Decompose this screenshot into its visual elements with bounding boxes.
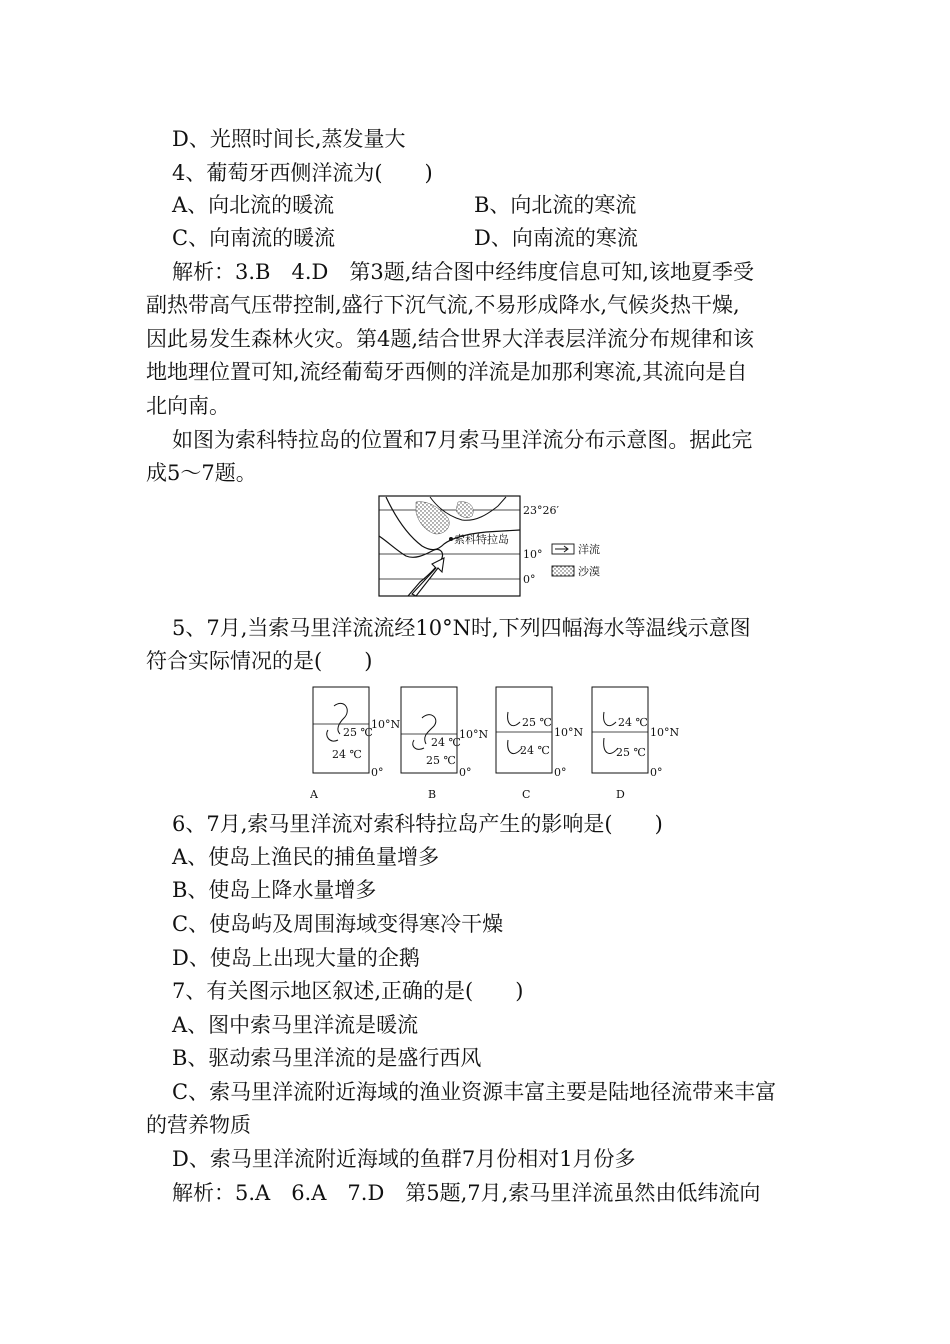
legend-current-label: 洋流 bbox=[578, 543, 600, 556]
island-label: 索科特拉岛 bbox=[454, 533, 509, 546]
map-frame bbox=[379, 496, 520, 596]
panel-b-lat-bottom: 0° bbox=[459, 766, 472, 779]
question-7-option-a: A、图中索马里洋流是暖流 bbox=[172, 1013, 419, 1037]
intro-line-1: 如图为索科特拉岛的位置和7月索马里洋流分布示意图。据此完 bbox=[172, 428, 753, 452]
analysis-2-line-1: 解析：5.A 6.A 7.D 第5题,7月,索马里洋流虽然由低纬流向 bbox=[172, 1181, 761, 1205]
analysis-1-line-1: 解析：3.B 4.D 第3题,结合图中经纬度信息可知,该地夏季受 bbox=[172, 260, 755, 284]
socotra-island-dot bbox=[449, 537, 453, 541]
panel-c-lat-mid: 10°N bbox=[554, 726, 584, 739]
panel-a-letter: A bbox=[310, 788, 318, 801]
panel-a-upper-temp: 25 ℃ bbox=[343, 726, 373, 739]
panel-c-lower-temp: 24 ℃ bbox=[520, 744, 550, 757]
question-6-stem: 6、7月,索马里洋流对索科特拉岛产生的影响是( ) bbox=[172, 812, 663, 836]
panel-b-letter: B bbox=[428, 788, 437, 801]
analysis-1-line-3: 因此易发生森林火灾。第4题,结合世界大洋表层洋流分布规律和该 bbox=[146, 327, 755, 351]
question-6-option-d: D、使岛上出现大量的企鹅 bbox=[172, 946, 420, 970]
panel-a-lat-mid: 10°N bbox=[371, 718, 401, 731]
question-4-option-c: C、向南流的暖流 bbox=[172, 226, 336, 250]
question-7-option-b: B、驱动索马里洋流的是盛行西风 bbox=[172, 1046, 482, 1070]
panel-c-letter: C bbox=[522, 788, 531, 801]
question-3-option-d: D、光照时间长,蒸发量大 bbox=[172, 127, 406, 151]
question-6-option-a: A、使岛上渔民的捕鱼量增多 bbox=[172, 845, 440, 869]
isotherm-panel-b bbox=[401, 687, 488, 801]
panel-b-lat-mid: 10°N bbox=[459, 728, 489, 741]
panel-a-lat-bottom: 0° bbox=[371, 766, 384, 779]
question-6-option-b: B、使岛上降水量增多 bbox=[172, 878, 377, 902]
question-7-option-c-line-2: 的营养物质 bbox=[146, 1113, 251, 1137]
panel-d-lower-temp: 25 ℃ bbox=[616, 746, 646, 759]
panel-b-lower-temp: 25 ℃ bbox=[426, 754, 456, 767]
panel-d-upper-temp: 24 ℃ bbox=[618, 716, 648, 729]
question-4-stem: 4、葡萄牙西侧洋流为( ) bbox=[172, 161, 433, 185]
somali-current-map bbox=[376, 494, 616, 600]
isotherm-panel-c bbox=[496, 687, 583, 801]
question-4-option-d: D、向南流的寒流 bbox=[474, 226, 638, 250]
question-7-option-c-line-1: C、索马里洋流附近海域的渔业资源丰富主要是陆地径流带来丰富 bbox=[172, 1080, 777, 1104]
question-7-option-d: D、索马里洋流附近海域的鱼群7月份相对1月份多 bbox=[172, 1147, 636, 1171]
panel-a-lower-temp: 24 ℃ bbox=[332, 748, 362, 761]
lat-label-tropic: 23°26′ bbox=[523, 504, 559, 517]
question-5-stem-line-2: 符合实际情况的是( ) bbox=[146, 649, 373, 673]
analysis-1-line-4: 地地理位置可知,流经葡萄牙西侧的洋流是加那利寒流,其流向是自 bbox=[146, 360, 748, 384]
question-6-option-c: C、使岛屿及周围海域变得寒冷干燥 bbox=[172, 912, 504, 936]
analysis-1-line-5: 北向南。 bbox=[146, 394, 230, 418]
legend-desert-label: 沙漠 bbox=[578, 565, 600, 578]
lat-label-10: 10° bbox=[523, 548, 543, 561]
legend-desert-box bbox=[552, 566, 574, 576]
panel-d-letter: D bbox=[616, 788, 625, 801]
lat-label-0: 0° bbox=[523, 573, 536, 586]
question-5-stem-line-1: 5、7月,当索马里洋流流经10°N时,下列四幅海水等温线示意图 bbox=[172, 616, 751, 640]
panel-c-lat-bottom: 0° bbox=[554, 766, 567, 779]
question-4-option-b: B、向北流的寒流 bbox=[474, 193, 637, 217]
intro-line-2: 成5～7题。 bbox=[146, 461, 257, 485]
isotherm-panel-a bbox=[310, 687, 400, 801]
question-4-option-a: A、向北流的暖流 bbox=[172, 193, 335, 217]
panel-d-lat-bottom: 0° bbox=[650, 766, 663, 779]
panel-c-upper-temp: 25 ℃ bbox=[522, 716, 552, 729]
panel-b-upper-temp: 24 ℃ bbox=[431, 736, 461, 749]
analysis-1-line-2: 副热带高气压带控制,盛行下沉气流,不易形成降水,气候炎热干燥, bbox=[146, 293, 740, 317]
panel-d-lat-mid: 10°N bbox=[650, 726, 680, 739]
isotherm-panels bbox=[310, 684, 690, 802]
isotherm-panel-d bbox=[592, 687, 679, 801]
question-7-stem: 7、有关图示地区叙述,正确的是( ) bbox=[172, 979, 524, 1003]
